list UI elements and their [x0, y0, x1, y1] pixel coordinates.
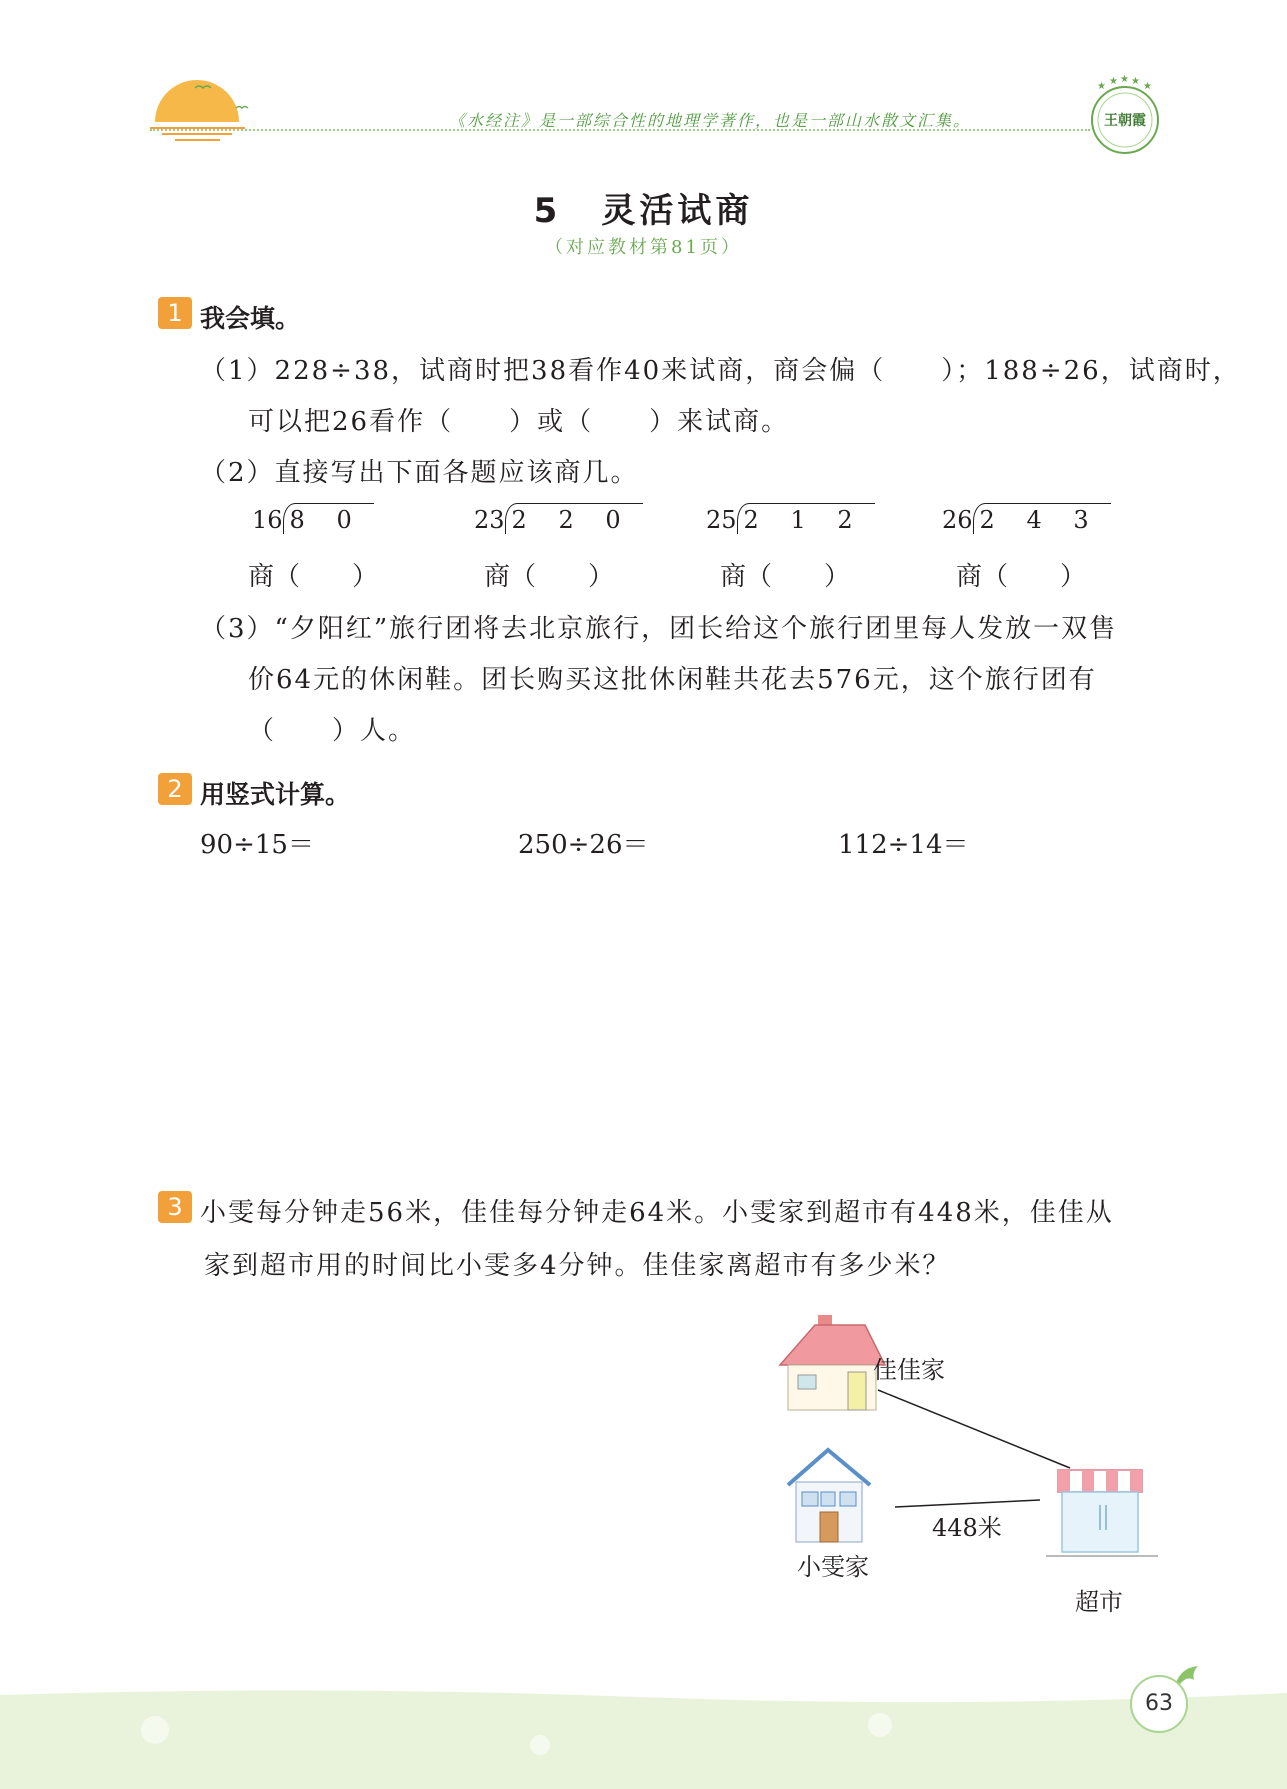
jiajia-home-label: 佳佳家 — [873, 1356, 945, 1384]
brand-logo-text: 王朝霞 — [1104, 113, 1146, 129]
calc-problem-1: 90÷15＝ — [200, 830, 314, 860]
q3-line2: 价64元的休闲鞋。团长购买这批休闲鞋共花去576元，这个旅行团有 — [248, 665, 1097, 695]
section3-heading — [158, 1191, 1114, 1229]
section2-heading — [158, 773, 350, 811]
footer-band — [0, 1685, 1287, 1789]
route-xiaowen-to-supermarket — [895, 1500, 1040, 1507]
division-2-answer[interactable]: 商（ ） — [484, 562, 615, 592]
header-quote: 《水经注》是一部综合性的地理学著作，也是一部山水散文汇集。 — [448, 111, 971, 130]
division-1 — [252, 503, 374, 534]
sunset-logo-icon — [150, 70, 250, 150]
q3-line1: （3）“夕阳红”旅行团将去北京旅行，团长给这个旅行团里每人发放一双售 — [200, 614, 1118, 644]
section3-line1: 小雯每分钟走56米，佳佳每分钟走64米。小雯家到超市有448米，佳佳从 — [200, 1198, 1114, 1228]
xiaowen-home-icon — [788, 1450, 870, 1542]
page-number: 63 — [1130, 1675, 1188, 1733]
section2-badge: 2 — [158, 773, 192, 805]
division-3-answer[interactable]: 商（ ） — [720, 562, 851, 592]
section1-title: 我会填。 — [200, 303, 301, 333]
svg-text:★: ★ — [1120, 75, 1129, 85]
division-2 — [474, 503, 643, 534]
svg-text:★: ★ — [1143, 81, 1152, 92]
division-3 — [706, 503, 875, 534]
xiaowen-home-label: 小雯家 — [797, 1553, 869, 1581]
route-jiajia-to-supermarket — [878, 1390, 1070, 1468]
section2-title: 用竖式计算。 — [200, 779, 351, 809]
division-3-dividend: 2 1 2 — [737, 503, 875, 534]
section3-badge: 3 — [158, 1191, 192, 1223]
division-4-divisor: 26 — [942, 506, 973, 534]
section1-heading — [158, 297, 300, 335]
supermarket-icon — [1046, 1470, 1158, 1556]
division-1-divisor: 16 — [252, 506, 283, 534]
svg-text:★: ★ — [1131, 76, 1140, 87]
distance-label: 448米 — [932, 1514, 1002, 1542]
division-2-dividend: 2 2 0 — [505, 503, 643, 534]
calc-problem-2: 250÷26＝ — [518, 830, 649, 860]
svg-text:★: ★ — [1097, 81, 1106, 92]
q3-line3: （ ）人。 — [248, 716, 417, 746]
svg-text:★: ★ — [1109, 76, 1118, 87]
calc-problem-3: 112÷14＝ — [838, 830, 969, 860]
jiajia-home-icon — [780, 1315, 885, 1410]
lesson-subtitle: （对应教材第81页） — [545, 237, 742, 258]
division-4-dividend: 2 4 3 — [973, 503, 1111, 534]
section3-line2: 家到超市用的时间比小雯多4分钟。佳佳家离超市有多少米？ — [204, 1251, 951, 1281]
division-4-answer[interactable]: 商（ ） — [956, 562, 1087, 592]
lesson-number: 5 — [533, 191, 562, 231]
lesson-title — [0, 183, 1287, 232]
division-1-dividend: 8 0 — [283, 503, 374, 534]
division-2-divisor: 23 — [474, 506, 505, 534]
q1-line2: 可以把26看作（ ）或（ ）来试商。 — [248, 407, 790, 437]
q1-line1: （1）228÷38，试商时把38看作40来试商，商会偏（ ）；188÷26，试商时， — [200, 356, 1241, 386]
division-1-answer[interactable]: 商（ ） — [248, 562, 379, 592]
section1-badge: 1 — [158, 297, 192, 329]
lesson-title-text: 灵活试商 — [601, 191, 754, 231]
division-4 — [942, 503, 1111, 534]
supermarket-label: 超市 — [1075, 1588, 1123, 1616]
q2-text: （2）直接写出下面各题应该商几。 — [200, 458, 639, 488]
division-3-divisor: 25 — [706, 506, 737, 534]
